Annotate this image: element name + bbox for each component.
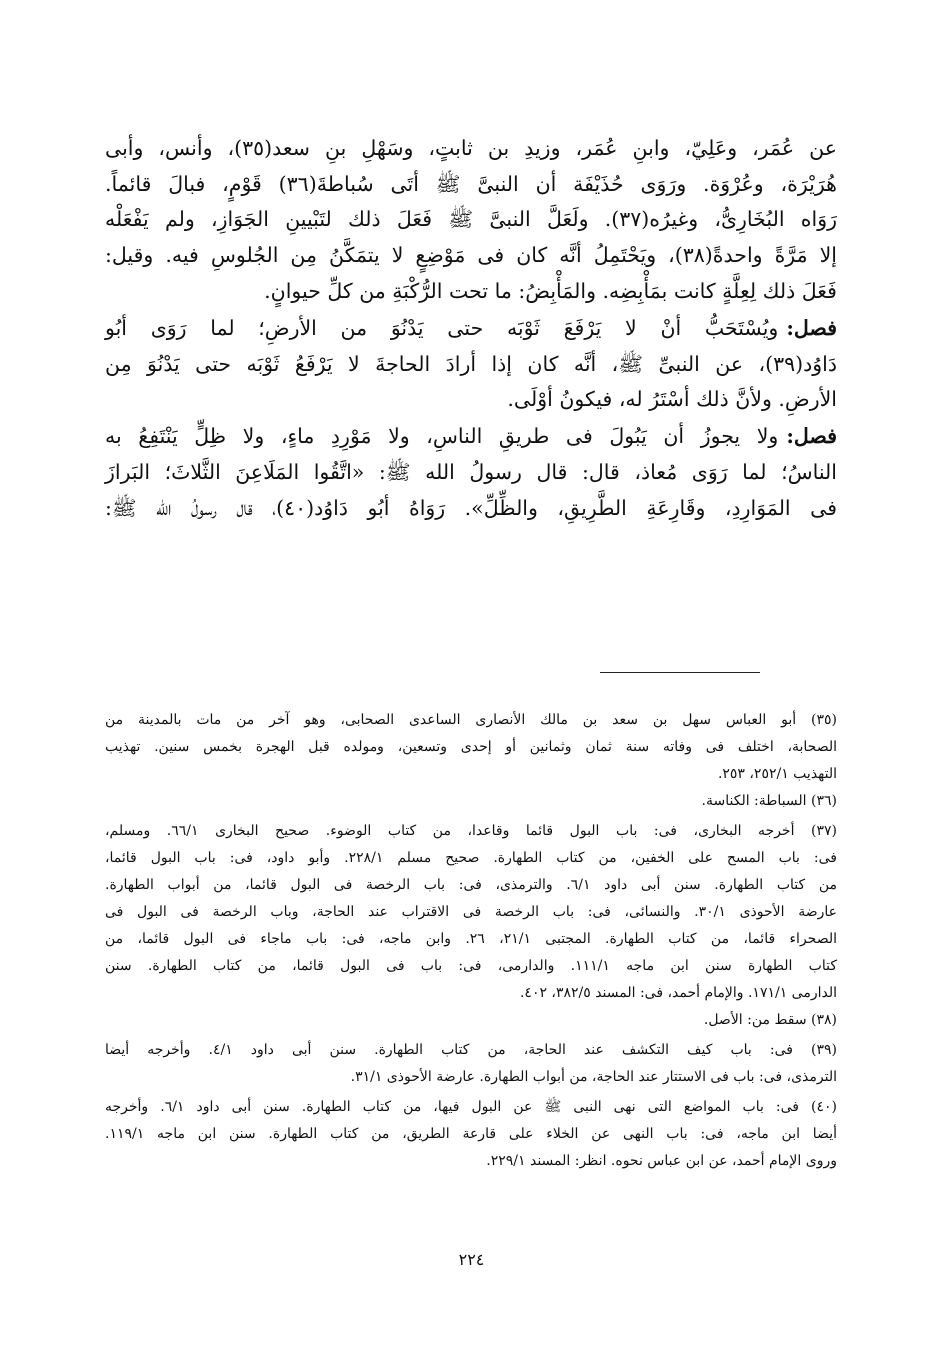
footnote-line: الترمذى، فى: باب فى الاستتار عند الحاجة، من أبواب الطهارة. عارضة الأحوذى ٣١/١. [350,1069,837,1085]
main-line: ولا يجوزُ أن يَبُولَ فى طريقِ الناسِ، ولا مَوْرِدِ ماءٍ، ولا ظِلٍّ يَنْتَفِعُ به [105,424,779,448]
footnote-line: عارضة الأحوذى ٣٠/١. والنسائى، فى: باب الرخصة فى الاقتراب عند الحاجة، وباب الرخصة فى البول فى [105,904,837,920]
main-line: الناسُ؛ لما رَوَى مُعاذ، قال: قال رسولُ الله ﷺ: «اتَّقُوا المَلَاعِنَ الثَّلاثَ؛ البَرازَ [105,460,837,484]
footnote-line: (٣٥) أبو العباس سهل بن سعد بن مالك الأنصارى الساعدى الصحابى، وهو آخر من مات بالمدينة من [105,712,837,728]
footnote-line: (٣٦) السباطة: الكناسة. [701,793,837,809]
footnote-line: (٣٧) أخرجه البخارى، فى: باب البول قائما وقاعدا، من كتاب الوضوء. صحيح البخارى ٦٦/١. ومسلم، [105,823,837,839]
main-line: فى المَوَارِدِ، وقَارِعَةِ الطَّرِيقِ، والظِّلِّ». رَوَاهُ أبُو دَاوُد(٤٠)، قال رسولُ الله ﷺ: [105,496,838,520]
page-number: ٢٢٤ [458,1250,485,1269]
footnote-line: أيضا ابن ماجه، فى: باب النهى عن الخلاء على قارعة الطريق، من كتاب الطهارة. سنن ابن ماجه ١١٩/١. [105,1126,837,1142]
footnote-line: التهذيب ٢٥٢/١، ٢٥٣. [717,766,837,782]
main-line: فَعَلَ ذلك لِعِلَّةٍ كانت بمَأْبِضِه. والمَأْبِضُ: ما تحت الرُّكْبَةِ من كلِّ حيوانٍ. [264,279,837,303]
footnote-line: (٣٨) سقط من: الأصل. [703,1012,837,1028]
section-label: فصل: [786,424,837,448]
main-line: هُرَيْرَة، وعُرْوَة. ورَوَى حُذَيْفَة أن النبىَّ ﷺ أتَى سُباطةَ(٣٦) قَوْمٍ، فبالَ قائماً. [105,172,837,196]
footnote-line: الصحراء قائما، من كتاب الطهارة. المجتبى ٢١/١، ٢٦. وابن ماجه، فى: باب ماجاء فى البول قائما، من [105,931,838,947]
main-line: عن عُمَر، وعَلِيّ، وابنِ عُمَر، وزيدِ بن ثابتٍ، وسَهْلِ بنِ سعد(٣٥)، وأنس، وأبى [105,136,838,160]
main-line: ويُسْتَحَبُّ أنْ لا يَرْفَعَ ثَوْبَه حتى يَدْنُوَ من الأرضِ؛ لما رَوَى أبُو [105,316,779,340]
main-line: إلا مَرَّةً واحدةً(٣٨)، ويَحْتَمِلُ أنَّه كان فى مَوْضِعٍ لا يتمَكَّنُ مِن الجُلوسِ فيه. وقيل: [105,243,837,267]
footnote-line: وروى الإمام أحمد، عن ابن عباس نحوه. انظر: المسند ٢٢٩/١. [486,1153,837,1169]
main-line: دَاوُد(٣٩)، عن النبىِّ ﷺ، أنَّه كان إذا أرادَ الحاجةَ لا يَرْفَعُ ثَوْبَه حتى يَدْنُوَ مِن [105,352,837,376]
main-line: الأرضِ. ولأنَّ ذلك أسْتَرُ له، فيكونُ أوْلَى. [507,387,837,411]
section-line [105,310,837,346]
footnote-line: كتاب الطهارة سنن ابن ماجه ١١١/١. والدارمى، فى: باب فى البول قائما، من كتاب الطهارة. سنن [105,958,837,974]
footnote-divider [600,672,760,673]
footnote-line: (٣٩) فى: باب كيف التكشف عند الحاجة، من كتاب الطهارة. سنن أبى داود ٤/١. وأخرجه أيضا [105,1042,837,1058]
footnote-line: فى: باب المسح على الخفين، من كتاب الطهارة. صحيح مسلم ٢٢٨/١. وأبو داود، فى: باب البول قائما، [105,850,837,866]
footnote-line: (٤٠) فى: باب المواضع التى نهى النبى ﷺ عن البول فيها، من كتاب الطهارة. سنن أبى داود ٦/١. وأخرجه [105,1099,838,1115]
section-line [105,418,837,454]
footnote-line: الدارمى ١٧١/١. والإمام أحمد، فى: المسند ٣٨٢/٥، ٤٠٢. [519,985,837,1001]
footnote-line: الصحابة، اختلف فى وفاته سنة ثمان وثمانين أو إحدى وتسعين، ومولده قبل الهجرة بخمس سنين. تهذيب [105,739,837,755]
section-label: فصل: [786,316,837,340]
footnote-line: من كتاب الطهارة. سنن أبى داود ٦/١. والترمذى، فى: باب الرخصة فى البول قائما، من أبواب الطهارة. [105,877,837,893]
main-line: رَوَاه البُخَارِىُّ، وغيرُه(٣٧). ولَعَلَّ النبىَّ ﷺ فَعَلَ ذلك لتَبْيينِ الجَوَازِ، ولم يَفْعَلْه [105,207,837,231]
